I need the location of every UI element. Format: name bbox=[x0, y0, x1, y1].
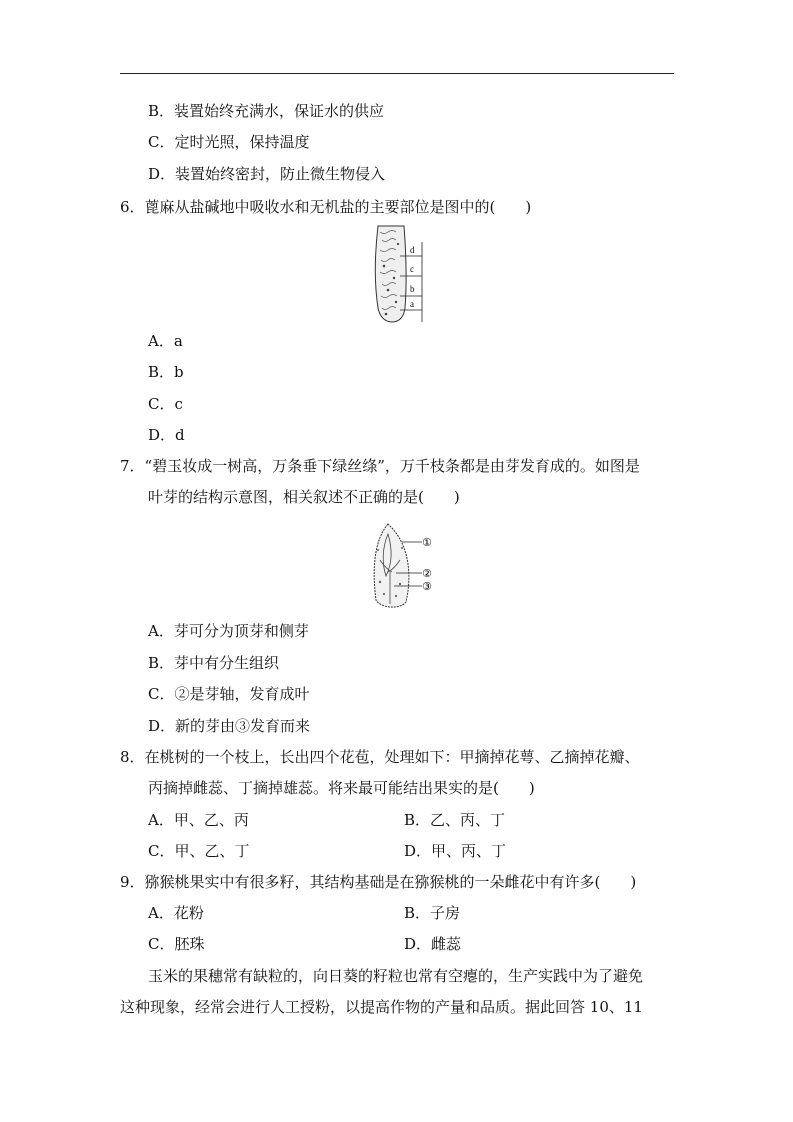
q6-stem: 6．蓖麻从盐碱地中吸收水和无机盐的主要部位是图中的( ) bbox=[120, 198, 532, 216]
q9-option-b[interactable]: B．子房 bbox=[404, 904, 461, 922]
leaf-bud-figure bbox=[366, 520, 438, 612]
q8-option-a[interactable]: A．甲、乙、丙 bbox=[148, 811, 249, 829]
q7-stem-line1: 7．“碧玉妆成一树高，万条垂下绿丝绦”，万千枝条都是由芽发育成的。如图是 bbox=[120, 457, 640, 475]
q7-stem-line2: 叶芽的结构示意图，相关叙述不正确的是( ) bbox=[148, 488, 460, 506]
root-label-c: c bbox=[410, 264, 414, 274]
q8-option-c[interactable]: C．甲、乙、丁 bbox=[148, 842, 250, 860]
q8-stem-line2: 丙摘掉雌蕊、丁摘掉雄蕊。将来最可能结出果实的是( ) bbox=[148, 779, 535, 797]
header-rule bbox=[120, 73, 674, 74]
q7-option-b[interactable]: B．芽中有分生组织 bbox=[148, 654, 280, 672]
q9-option-d[interactable]: D．雌蕊 bbox=[404, 935, 462, 953]
q5-option-c[interactable]: C．定时光照，保持温度 bbox=[148, 133, 310, 151]
q6-option-c[interactable]: C．c bbox=[148, 395, 183, 413]
q6-option-b[interactable]: B．b bbox=[148, 363, 184, 381]
q7-option-d[interactable]: D．新的芽由③发育而来 bbox=[148, 717, 311, 735]
q6-option-a[interactable]: A．a bbox=[148, 332, 183, 350]
passage-line1: 玉米的果穗常有缺粒的，向日葵的籽粒也常有空瘪的，生产实践中为了避免 bbox=[148, 967, 644, 985]
q8-option-b[interactable]: B．乙、丙、丁 bbox=[404, 811, 506, 829]
passage-line2: 这种现象，经常会进行人工授粉，以提高作物的产量和品质。据此回答 10、11 bbox=[120, 998, 643, 1016]
root-label-b: b bbox=[410, 284, 415, 294]
q7-option-c[interactable]: C．②是芽轴，发育成叶 bbox=[148, 685, 310, 703]
q9-option-a[interactable]: A．花粉 bbox=[148, 904, 204, 922]
bud-label-2: ② bbox=[422, 567, 432, 580]
q7-option-a[interactable]: A．芽可分为顶芽和侧芽 bbox=[148, 622, 309, 640]
q5-option-d[interactable]: D．装置始终密封，防止微生物侵入 bbox=[148, 165, 386, 183]
root-tip-figure bbox=[370, 222, 430, 324]
q8-option-d[interactable]: D．甲、丙、丁 bbox=[404, 842, 507, 860]
root-label-d: d bbox=[410, 245, 415, 255]
q8-stem-line1: 8．在桃树的一个枝上，长出四个花苞，处理如下：甲摘掉花萼、乙摘掉花瓣、 bbox=[120, 748, 640, 766]
q9-option-c[interactable]: C．胚珠 bbox=[148, 935, 205, 953]
q9-stem: 9．猕猴桃果实中有很多籽，其结构基础是在猕猴桃的一朵雌花中有许多( ) bbox=[120, 873, 637, 891]
q6-option-d[interactable]: D．d bbox=[148, 426, 185, 444]
bud-label-3: ③ bbox=[422, 580, 432, 593]
q5-option-b[interactable]: B．装置始终充满水，保证水的供应 bbox=[148, 102, 385, 120]
bud-label-1: ① bbox=[422, 536, 432, 549]
root-label-a: a bbox=[410, 299, 414, 309]
